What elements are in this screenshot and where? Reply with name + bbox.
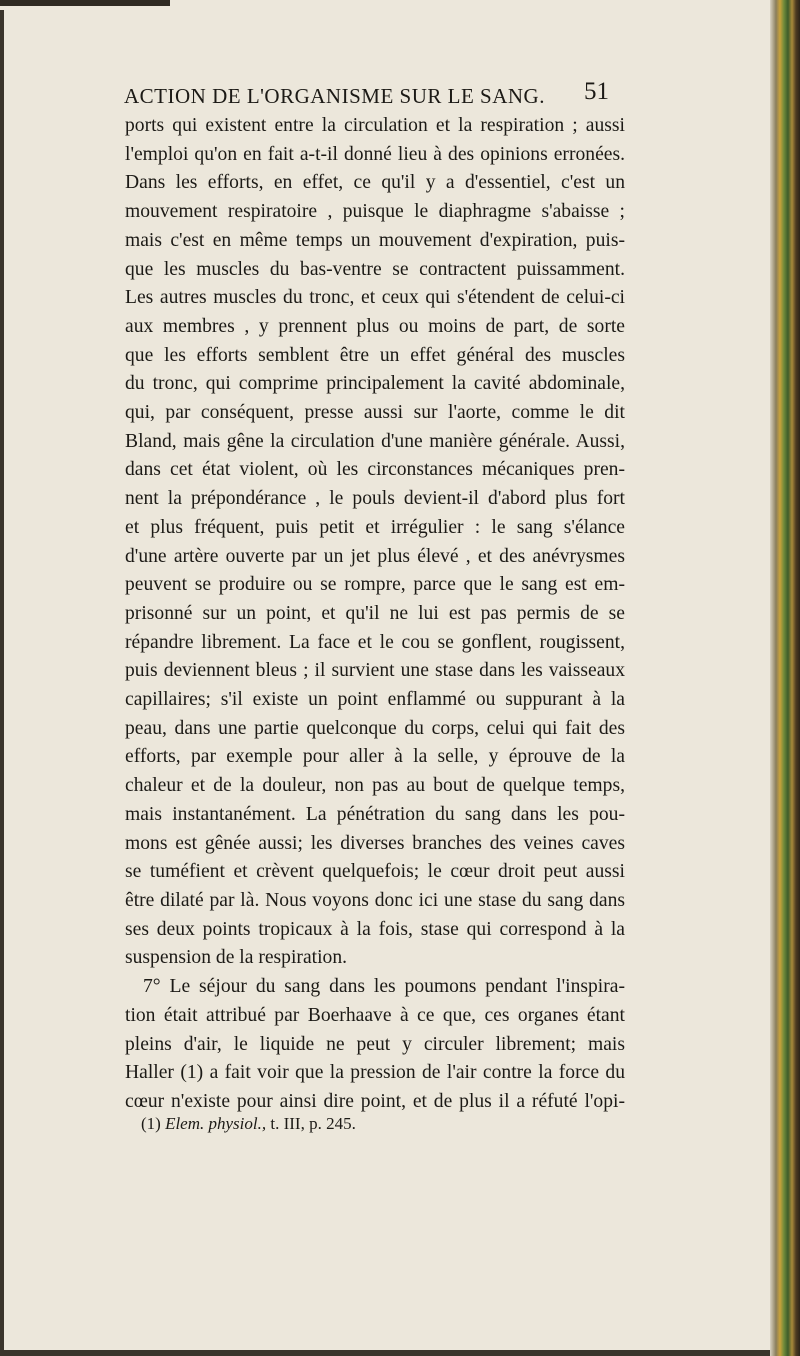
footnote-marker: (1) xyxy=(141,1114,161,1133)
text-line: et plus fréquent, puis petit et irrégulier : le sang s'élance xyxy=(125,516,625,538)
text-line: mouvement respiratoire , puisque le diaphragme s'abaisse ; xyxy=(125,201,625,223)
text-line: peuvent se produire ou se rompre, parce que le sang est em- xyxy=(125,574,625,596)
page-number: 51 xyxy=(584,78,609,105)
footnote xyxy=(141,1114,356,1134)
footnote-ref: t. III, p. 245. xyxy=(270,1114,356,1133)
bottom-edge-rule xyxy=(0,1350,770,1356)
text-line: d'une artère ouverte par un jet plus élevé , et des anévrysmes xyxy=(125,545,625,567)
text-line: se tuméfient et crèvent quelquefois; le cœur droit peut aussi xyxy=(125,861,625,883)
text-line: ses deux points tropicaux à la fois, stase qui correspond à la xyxy=(125,918,625,940)
text-line: nent la prépondérance , le pouls devient-il d'abord plus fort xyxy=(125,488,625,510)
text-line: être dilaté par là. Nous voyons donc ici une stase du sang dans xyxy=(125,889,625,911)
text-line: l'emploi qu'on en fait a-t-il donné lieu à des opinions erronées. xyxy=(125,143,625,165)
text-line: capillaires; s'il existe un point enflammé ou suppurant à la xyxy=(125,689,625,711)
text-line: prisonné sur un point, et qu'il ne lui est pas permis de se xyxy=(125,602,625,624)
text-line: du tronc, qui comprime principalement la cavité abdominale, xyxy=(125,373,625,395)
top-edge-rule xyxy=(0,0,170,6)
text-line: ports qui existent entre la circulation et la respiration ; aussi xyxy=(125,115,625,136)
text-line: dans cet état violent, où les circonstances mécaniques pren- xyxy=(125,459,625,481)
body-text xyxy=(125,112,625,1117)
text-line: mons est gênée aussi; les diverses branches des veines caves xyxy=(125,832,625,854)
text-line: qui, par conséquent, presse aussi sur l'aorte, comme le dit xyxy=(125,402,625,424)
text-line: que les efforts semblent être un effet général des muscles xyxy=(125,344,625,366)
running-head: ACTION DE L'ORGANISME SUR LE SANG. xyxy=(124,84,545,108)
text-line: mais c'est en même temps un mouvement d'expiration, puis- xyxy=(125,229,625,251)
text-line: 7° Le séjour du sang dans les poumons pendant l'inspira- xyxy=(143,976,625,998)
text-line: peau, dans une partie quelconque du corps, celui qui fait des xyxy=(125,717,625,739)
text-line: Haller (1) a fait voir que la pression de l'air contre la force du xyxy=(125,1062,625,1084)
text-line: pleins d'air, le liquide ne peut y circuler librement; mais xyxy=(125,1033,625,1055)
text-line: puis deviennent bleus ; il survient une stase dans les vaisseaux xyxy=(125,660,625,682)
text-line: cœur n'existe pour ainsi dire point, et de plus il a réfuté l'opi- xyxy=(125,1090,625,1112)
binding-edge xyxy=(770,0,800,1356)
text-line: aux membres , y prennent plus ou moins de part, de sorte xyxy=(125,315,625,337)
text-line: tion était attribué par Boerhaave à ce que, ces organes étant xyxy=(125,1004,625,1026)
text-line: suspension de la respiration. xyxy=(125,947,348,969)
text-line: Dans les efforts, en effet, ce qu'il y a d'essentiel, c'est un xyxy=(125,172,625,194)
text-line: chaleur et de la douleur, non pas au bout de quelque temps, xyxy=(125,775,625,797)
text-line: Les autres muscles du tronc, et ceux qui s'étendent de celui-ci xyxy=(125,287,625,309)
left-edge-rule xyxy=(0,10,4,1356)
text-line: répandre librement. La face et le cou se gonflent, rougissent, xyxy=(125,631,625,653)
text-line: Bland, mais gêne la circulation d'une manière générale. Aussi, xyxy=(125,430,625,452)
text-line: mais instantanément. La pénétration du sang dans les pou- xyxy=(125,803,625,825)
text-line: que les muscles du bas-ventre se contractent puissamment. xyxy=(125,258,625,280)
text-line: efforts, par exemple pour aller à la selle, y éprouve de la xyxy=(125,746,625,768)
footnote-title: Elem. physiol., xyxy=(165,1114,267,1133)
